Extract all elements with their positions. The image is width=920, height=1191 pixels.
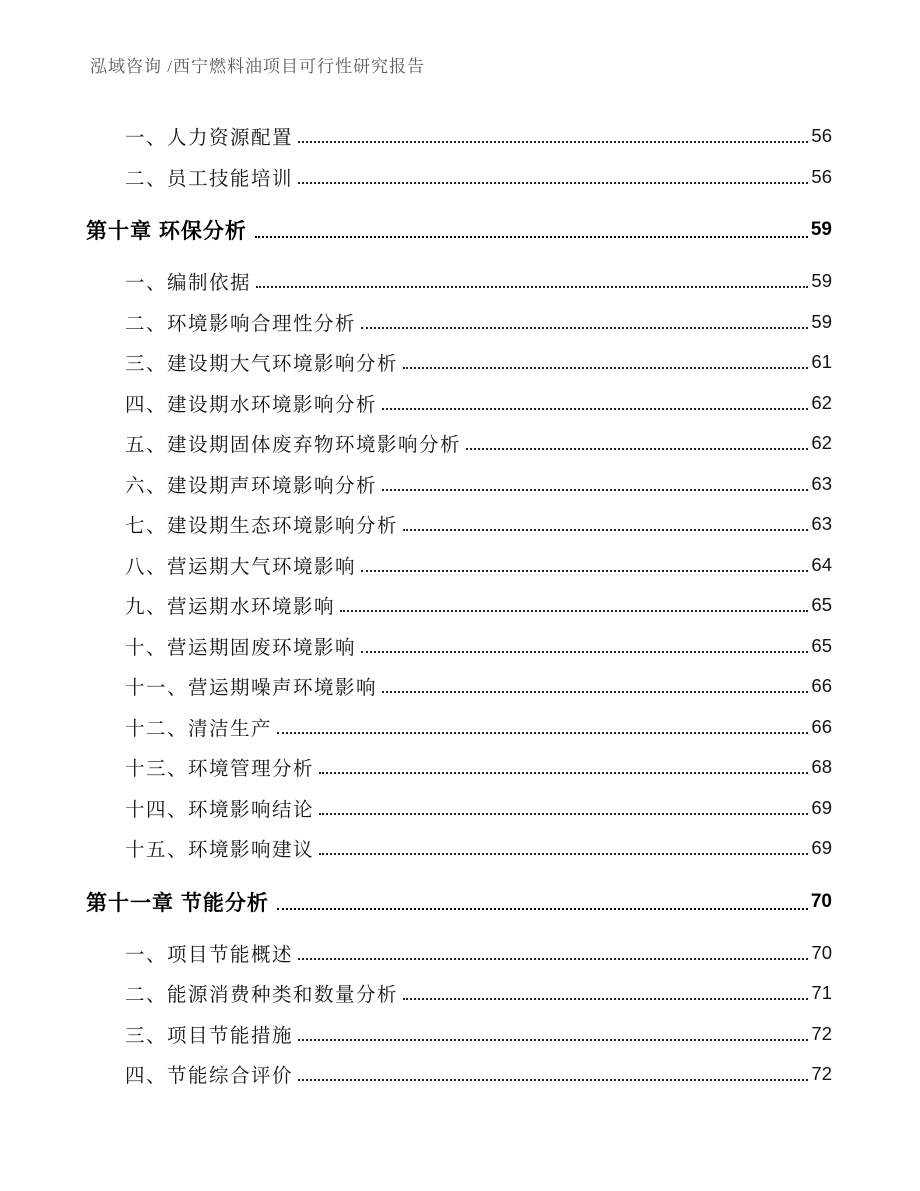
toc-sub-entry[interactable] — [86, 464, 832, 505]
toc-sub-entry[interactable] — [86, 504, 832, 545]
toc-page-number: 70 — [810, 890, 832, 912]
toc-page-number: 56 — [811, 165, 832, 187]
toc-sub-entry[interactable] — [86, 157, 832, 198]
toc-leader-dots — [298, 1079, 808, 1081]
toc-leader-dots — [382, 489, 808, 491]
toc-sub-entry[interactable] — [86, 1014, 832, 1055]
toc-entry-label: 一、人力资源配置 — [125, 128, 294, 150]
toc-leader-dots — [403, 998, 808, 1000]
toc-entry-label: 十五、环境影响建议 — [125, 840, 315, 862]
toc-sub-entry[interactable] — [86, 828, 832, 869]
toc-leader-dots — [319, 772, 808, 774]
toc-entry-label: 三、建设期大气环境影响分析 — [125, 354, 399, 376]
toc-sub-entry[interactable] — [86, 933, 832, 974]
toc-entry-label: 六、建设期声环境影响分析 — [125, 475, 378, 497]
toc-page-number: 65 — [811, 594, 832, 616]
toc-chapter-entry[interactable] — [86, 879, 832, 925]
toc-entry-label: 十二、清洁生产 — [125, 718, 273, 740]
toc-leader-dots — [255, 236, 808, 238]
toc-sub-entry[interactable] — [86, 383, 832, 424]
table-of-contents — [86, 116, 832, 1095]
toc-sub-entry[interactable] — [86, 747, 832, 788]
toc-entry-label: 三、项目节能措施 — [125, 1025, 294, 1047]
toc-entry-label: 二、能源消费种类和数量分析 — [125, 985, 399, 1007]
toc-entry-label: 十、营运期固废环境影响 — [125, 637, 357, 659]
toc-page-number: 66 — [811, 715, 832, 737]
toc-sub-entry[interactable] — [86, 1054, 832, 1095]
toc-leader-dots — [361, 651, 808, 653]
toc-entry-label: 二、员工技能培训 — [125, 168, 294, 190]
toc-page-number: 71 — [811, 982, 832, 1004]
toc-sub-entry[interactable] — [86, 585, 832, 626]
toc-leader-dots — [403, 529, 808, 531]
toc-entry-label: 二、环境影响合理性分析 — [125, 313, 357, 335]
toc-entry-label: 一、项目节能概述 — [125, 944, 294, 966]
toc-leader-dots — [403, 367, 808, 369]
toc-page-number: 64 — [811, 553, 832, 575]
toc-entry-label: 九、营运期水环境影响 — [125, 597, 336, 619]
toc-entry-label: 八、营运期大气环境影响 — [125, 556, 357, 578]
toc-leader-dots — [256, 286, 808, 288]
toc-leader-dots — [382, 691, 808, 693]
toc-sub-entry[interactable] — [86, 973, 832, 1014]
toc-page-number: 70 — [811, 941, 832, 963]
toc-page-number: 72 — [811, 1063, 832, 1085]
toc-page-number: 66 — [811, 675, 832, 697]
toc-leader-dots — [277, 732, 808, 734]
toc-page-number: 61 — [811, 351, 832, 373]
toc-leader-dots — [298, 141, 808, 143]
toc-page-number: 68 — [811, 756, 832, 778]
toc-chapter-entry[interactable] — [86, 207, 832, 253]
toc-entry-label: 第十章 环保分析 — [86, 220, 247, 243]
toc-page-number: 59 — [810, 219, 832, 240]
toc-leader-dots — [298, 1039, 808, 1041]
toc-page-number: 62 — [811, 432, 832, 454]
toc-entry-label: 一、编制依据 — [125, 273, 252, 295]
toc-page-number: 59 — [811, 270, 832, 292]
toc-page-number: 59 — [811, 310, 832, 332]
toc-sub-entry[interactable] — [86, 545, 832, 586]
toc-sub-entry[interactable] — [86, 342, 832, 383]
toc-page-number: 63 — [811, 513, 832, 535]
toc-leader-dots — [382, 408, 808, 410]
toc-entry-label: 四、建设期水环境影响分析 — [125, 394, 378, 416]
toc-entry-label: 四、节能综合评价 — [125, 1066, 294, 1088]
toc-entry-label: 十三、环境管理分析 — [125, 759, 315, 781]
toc-leader-dots — [319, 853, 808, 855]
toc-leader-dots — [298, 958, 808, 960]
toc-leader-dots — [466, 448, 808, 450]
toc-leader-dots — [361, 327, 808, 329]
toc-sub-entry[interactable] — [86, 626, 832, 667]
toc-leader-dots — [298, 182, 808, 184]
toc-page-number: 72 — [811, 1022, 832, 1044]
toc-page-number: 69 — [811, 796, 832, 818]
toc-page-number: 62 — [811, 391, 832, 413]
toc-page-number: 65 — [811, 634, 832, 656]
toc-sub-entry[interactable] — [86, 116, 832, 157]
toc-sub-entry[interactable] — [86, 261, 832, 302]
toc-leader-dots — [277, 908, 808, 910]
toc-entry-label: 十一、营运期噪声环境影响 — [125, 678, 378, 700]
toc-sub-entry[interactable] — [86, 423, 832, 464]
toc-page-number: 56 — [811, 125, 832, 147]
toc-leader-dots — [361, 570, 808, 572]
toc-sub-entry[interactable] — [86, 666, 832, 707]
document-header: 泓域咨询 /西宁燃料油项目可行性研究报告 — [90, 57, 425, 76]
toc-sub-entry[interactable] — [86, 302, 832, 343]
toc-entry-label: 十四、环境影响结论 — [125, 799, 315, 821]
toc-entry-label: 五、建设期固体废弃物环境影响分析 — [125, 435, 462, 457]
toc-sub-entry[interactable] — [86, 707, 832, 748]
toc-entry-label: 第十一章 节能分析 — [86, 891, 269, 915]
toc-entry-label: 七、建设期生态环境影响分析 — [125, 516, 399, 538]
toc-page-number: 69 — [811, 837, 832, 859]
toc-leader-dots — [319, 813, 808, 815]
toc-leader-dots — [340, 610, 808, 612]
toc-sub-entry[interactable] — [86, 788, 832, 829]
toc-page-number: 63 — [811, 472, 832, 494]
